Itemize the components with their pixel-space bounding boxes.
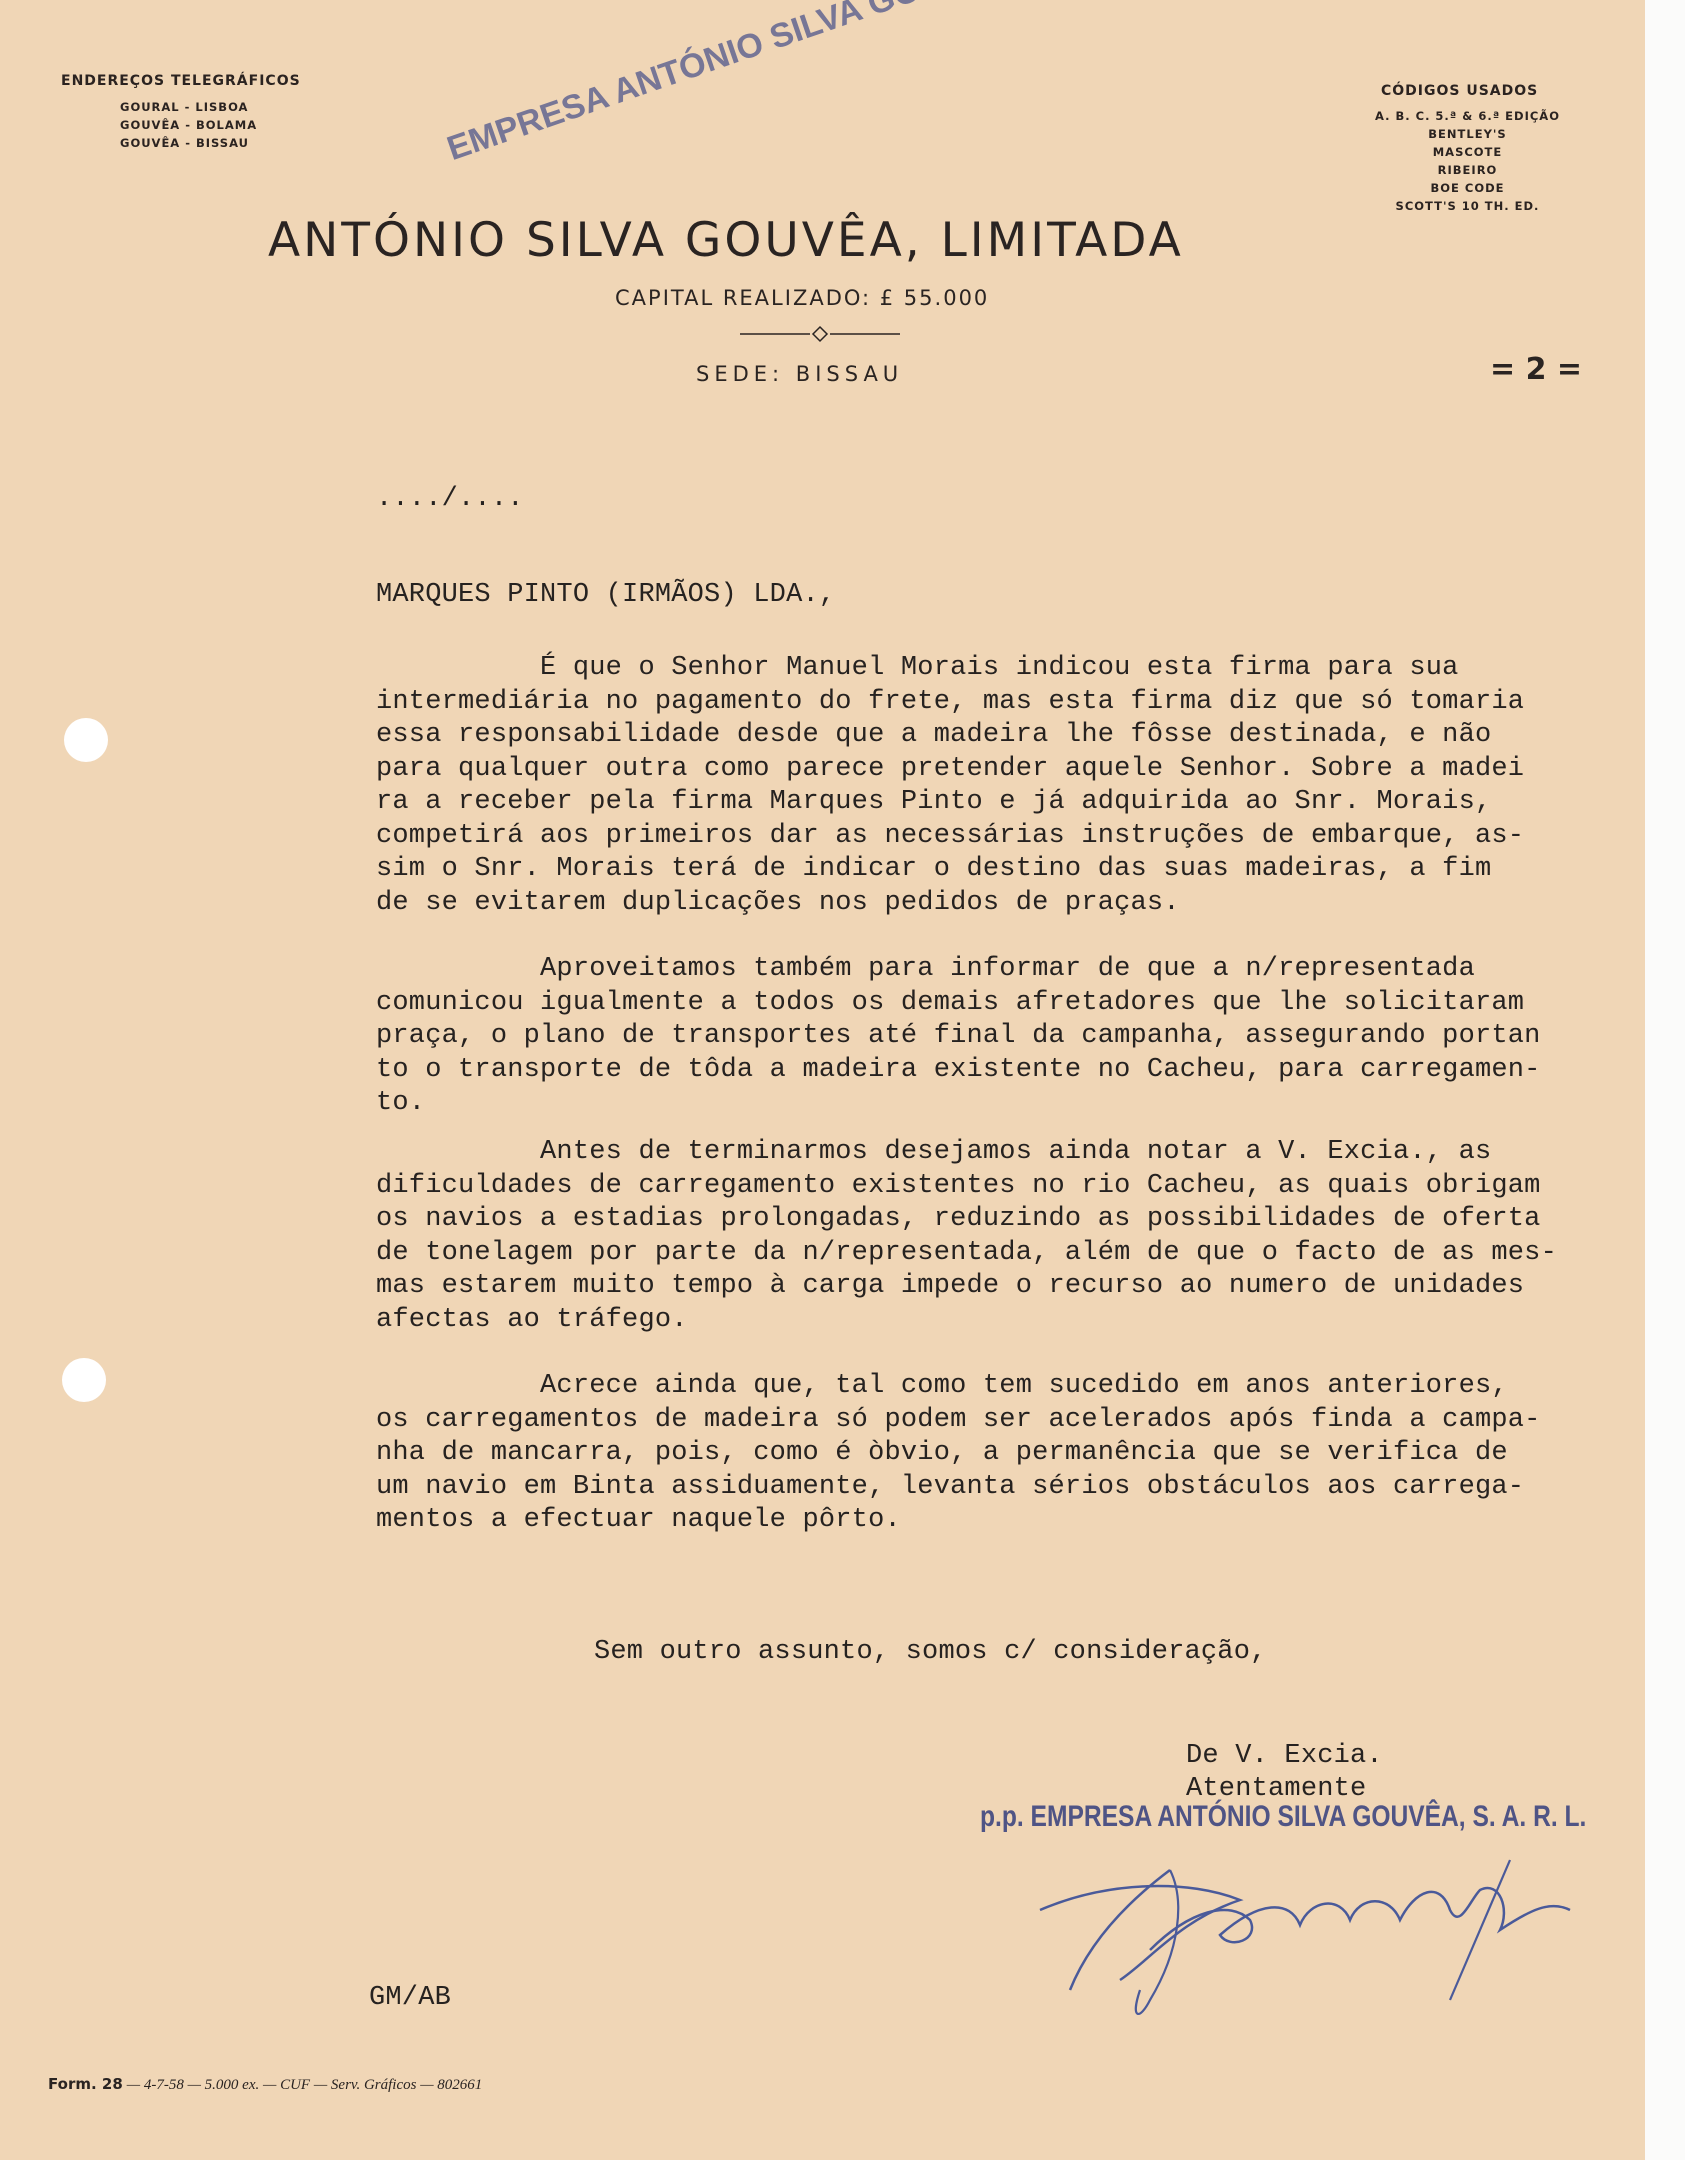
scan-margin [1645,0,1685,2160]
code-line: MASCOTE [1432,145,1503,159]
typist-initials: GM/AB [369,1983,452,2013]
company-name: ANTÓNIO SILVA GOUVÊA, LIMITADA [268,213,1184,268]
code-line: BOE CODE [1430,181,1505,195]
code-line: RIBEIRO [1437,163,1498,177]
handwritten-signature [1030,1840,1590,2040]
signature-stamp: p.p. EMPRESA ANTÓNIO SILVA GOUVÊA, S. A. R. L. [980,1800,1587,1833]
code-line: SCOTT'S 10 TH. ED. [1395,199,1540,213]
paragraph-3: Antes de terminarmos desejamos ainda notar a V. Excia., as dificuldades de carregamento existentes no rio Cacheu, as quais obrigam os navios a estadias prolongadas, reduzindo as possibilidades de oferta de tonelagem por parte da n/representada, além de que o facto de as mes- mas estarem muito tempo à carga impede o recurso ao numero de unidades afectas ao tráfego. [376,1137,1557,1335]
closing-line: Sem outro assunto, somos c/ consideração, [594,1637,1267,1667]
paragraph-2: Aproveitamos também para informar de que a n/representada comunicou igualmente a todos os demais afretadores que lhe solicitaram praça, o plano de transportes até final da campanha, assegurando portan to o transporte de tôda a madeira existente no Cacheu, para carregamen- to. [376,954,1541,1118]
signoff-excia: De V. Excia. [1186,1741,1383,1771]
page-number: = 2 = [1490,352,1583,387]
form-footer [48,2075,482,2094]
punch-hole-top [64,718,108,762]
code-line: BENTLEY'S [1428,127,1507,141]
punch-hole-bottom [62,1358,106,1402]
form-label: Form. 28 [48,2075,123,2093]
reference-number: ..../.... [376,484,524,514]
ornament-divider [740,322,900,346]
addressee: MARQUES PINTO (IRMÃOS) LDA., [376,580,836,610]
telegraph-addresses [120,98,257,152]
telegraph-title: ENDEREÇOS TELEGRÁFICOS [61,73,301,89]
paragraph-4: Acrece ainda que, tal como tem sucedido em anos anteriores, os carregamentos de madeira só podem ser acelerados após finda a campa- nha de mancarra, pois, como é òbvio, a permanência que se verifica de um navio em Binta assiduamente, levanta sérios obstáculos aos carrega- mentos a efectuar naquele pôrto. [376,1371,1541,1535]
telegraph-line: GOURAL - LISBOA [120,100,249,114]
code-line: A. B. C. 5.ª & 6.ª EDIÇÃO [1375,109,1560,123]
paragraph-1: É que o Senhor Manuel Morais indicou esta firma para sua intermediária no pagamento do frete, mas esta firma diz que só tomaria essa responsabilidade desde que a madeira lhe fôsse destinada, e não para qualquer outra como parece pretender aquele Senhor. Sobre a madei ra a receber pela firma Marques Pinto e já adquirida ao Snr. Morais, competirá aos primeiros dar as necessárias instruções de embarque, as- sim o Snr. Morais terá de indicar o destino das suas madeiras, a fim de se evitarem duplicações nos pedidos de praças. [376,653,1525,918]
codes-list [1340,107,1595,215]
capital-line: CAPITAL REALIZADO: £ 55.000 [615,286,990,310]
telegraph-line: GOUVÊA - BOLAMA [120,118,258,132]
seat-line: SEDE: BISSAU [696,362,904,386]
telegraph-line: GOUVÊA - BISSAU [120,136,249,150]
form-details: — 4-7-58 — 5.000 ex. — CUF — Serv. Gráficos — 802661 [126,2077,483,2093]
codes-title: CÓDIGOS USADOS [1381,83,1539,99]
signoff-regards: Atentamente [1186,1774,1367,1804]
